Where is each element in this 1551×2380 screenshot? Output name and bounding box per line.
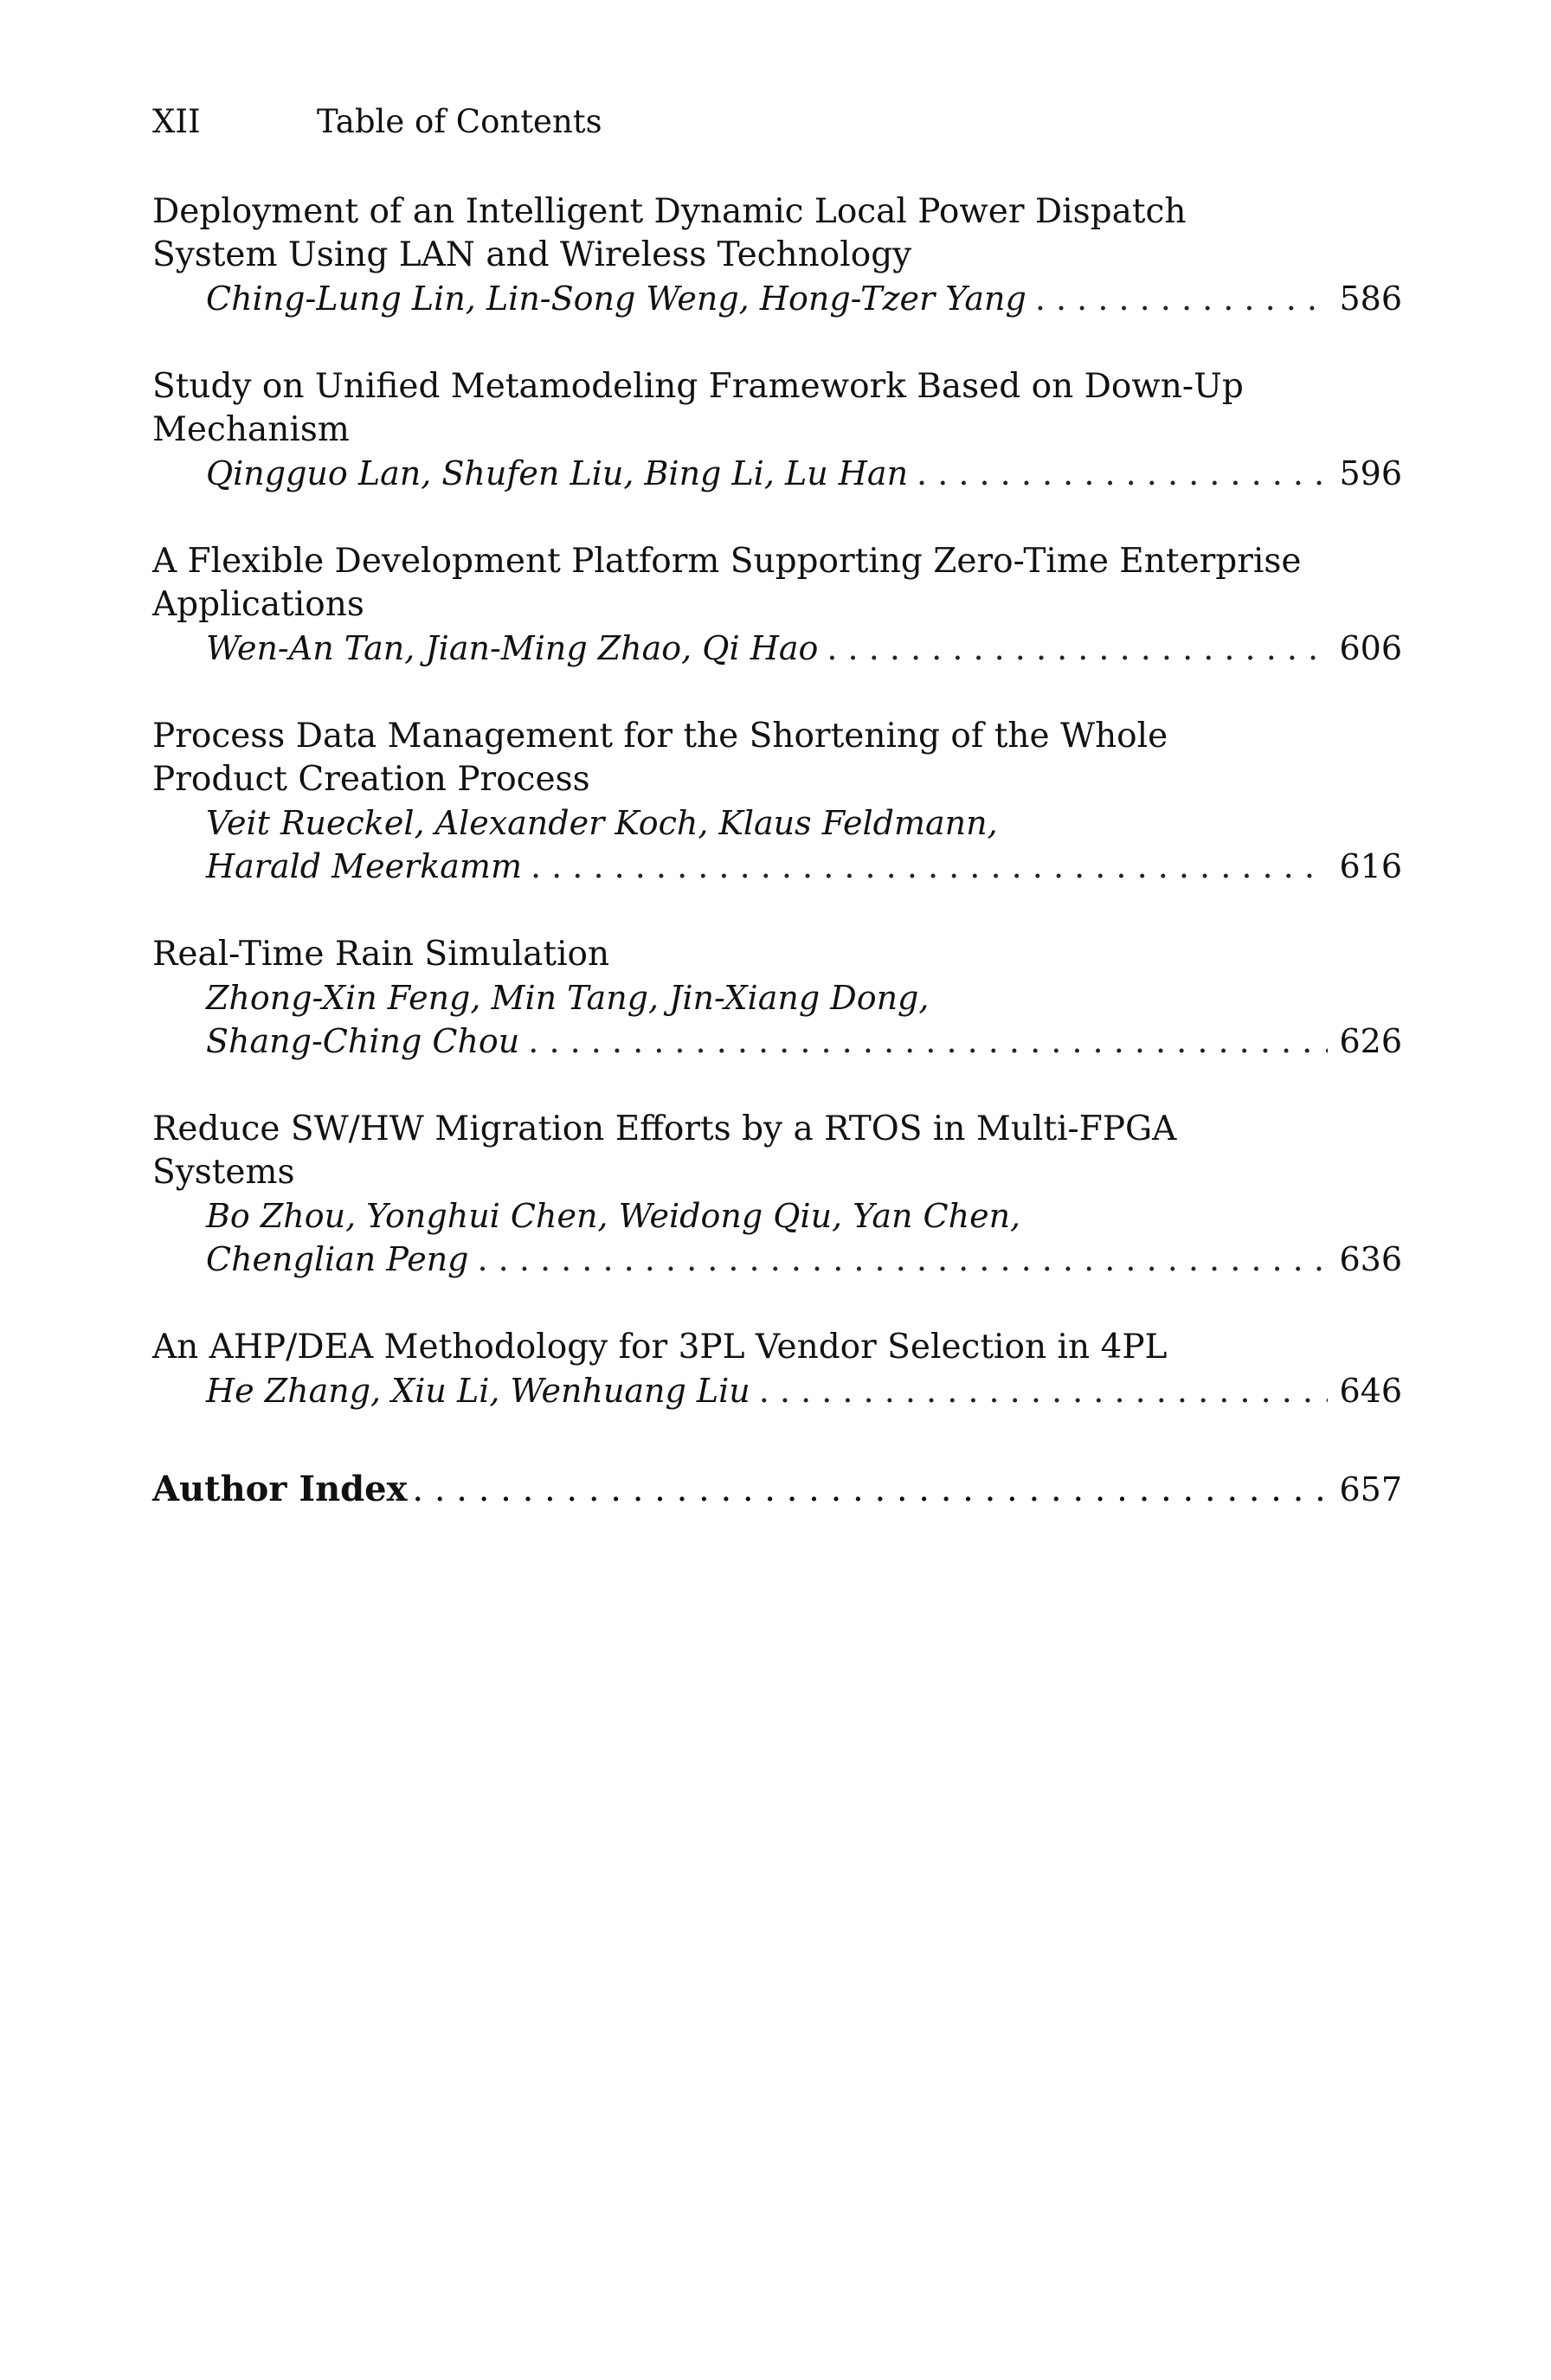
section-title: Table of Contents [317, 103, 602, 140]
page-number[interactable]: 616 [1339, 847, 1402, 885]
author-names: Shang-Ching Chou [206, 1022, 520, 1060]
entry-title[interactable]: A Flexible Development Platform Supporting Zero-Time Enterprise Applications [152, 542, 1302, 624]
entry-authors [152, 976, 1402, 1063]
dot-leader [531, 845, 1328, 888]
author-names: He Zhang, Xiu Li, Wenhuang Liu [206, 1372, 750, 1410]
author-line [206, 801, 1402, 845]
page-number[interactable]: 626 [1339, 1022, 1402, 1060]
author-names: Zhong-Xin Feng, Min Tang, Jin-Xiang Dong, [206, 979, 930, 1017]
author-row [206, 277, 1402, 320]
entry-authors [152, 277, 1402, 320]
toc-entry [152, 715, 1402, 888]
author-names: Chenglian Peng [206, 1240, 469, 1278]
page-number[interactable]: 646 [1339, 1372, 1402, 1410]
author-names: Wen-An Tan, Jian-Ming Zhao, Qi Hao [206, 629, 819, 667]
author-row [206, 1020, 1402, 1063]
author-row [206, 627, 1402, 670]
entry-authors [152, 1369, 1402, 1412]
author-names: Bo Zhou, Yonghui Chen, Weidong Qiu, Yan Chen, [206, 1197, 1021, 1235]
running-head [152, 102, 602, 142]
table-of-contents [152, 190, 1402, 1511]
page-number: XII [152, 103, 201, 140]
page-number[interactable]: 596 [1339, 454, 1402, 492]
entry-title[interactable]: Process Data Management for the Shortening of the Whole Product Creation Process [152, 717, 1168, 799]
author-names: Qingguo Lan, Shufen Liu, Bing Li, Lu Han [206, 454, 909, 492]
author-names: Ching-Lung Lin, Lin-Song Weng, Hong-Tzer Yang [206, 280, 1026, 318]
entry-title[interactable]: Real-Time Rain Simulation [152, 935, 610, 974]
entry-title[interactable]: An AHP/DEA Methodology for 3PL Vendor Selection in 4PL [152, 1328, 1168, 1367]
author-index-entry[interactable] [152, 1468, 1402, 1511]
entry-title[interactable]: Study on Unified Metamodeling Framework Based on Down-Up Mechanism [152, 367, 1244, 449]
entry-authors [152, 452, 1402, 495]
dot-leader [478, 1238, 1329, 1281]
author-line [206, 976, 1402, 1020]
entry-authors [152, 1194, 1402, 1281]
page-number[interactable]: 636 [1339, 1240, 1402, 1278]
author-names: Harald Meerkamm [206, 847, 522, 885]
author-line [206, 1194, 1402, 1238]
toc-entry [152, 1108, 1402, 1281]
entry-title[interactable]: Reduce SW/HW Migration Efforts by a RTOS in Multi-FPGA Systems [152, 1110, 1177, 1192]
toc-entry [152, 190, 1402, 320]
author-names: Veit Rueckel, Alexander Koch, Klaus Feldmann, [206, 804, 998, 842]
toc-entry [152, 540, 1402, 670]
dot-leader [1035, 277, 1328, 320]
toc-entry [152, 1326, 1402, 1412]
entry-title[interactable]: Deployment of an Intelligent Dynamic Local Power Dispatch System Using LAN and Wireless Technology [152, 192, 1187, 274]
page-number[interactable]: 586 [1339, 280, 1402, 318]
author-index-page[interactable]: 657 [1339, 1470, 1402, 1508]
page-number[interactable]: 606 [1339, 629, 1402, 667]
author-row [206, 1369, 1402, 1412]
entry-authors [152, 801, 1402, 888]
toc-entry [152, 365, 1402, 495]
dot-leader [528, 1020, 1328, 1063]
author-row [206, 845, 1402, 888]
author-row [206, 1238, 1402, 1281]
dot-leader [827, 627, 1328, 670]
author-row [206, 452, 1402, 495]
entry-authors [152, 627, 1402, 670]
dot-leader [917, 452, 1328, 495]
dot-leader [412, 1468, 1328, 1511]
dot-leader [759, 1369, 1328, 1412]
toc-entry [152, 933, 1402, 1063]
author-index-label[interactable]: Author Index [152, 1469, 408, 1509]
